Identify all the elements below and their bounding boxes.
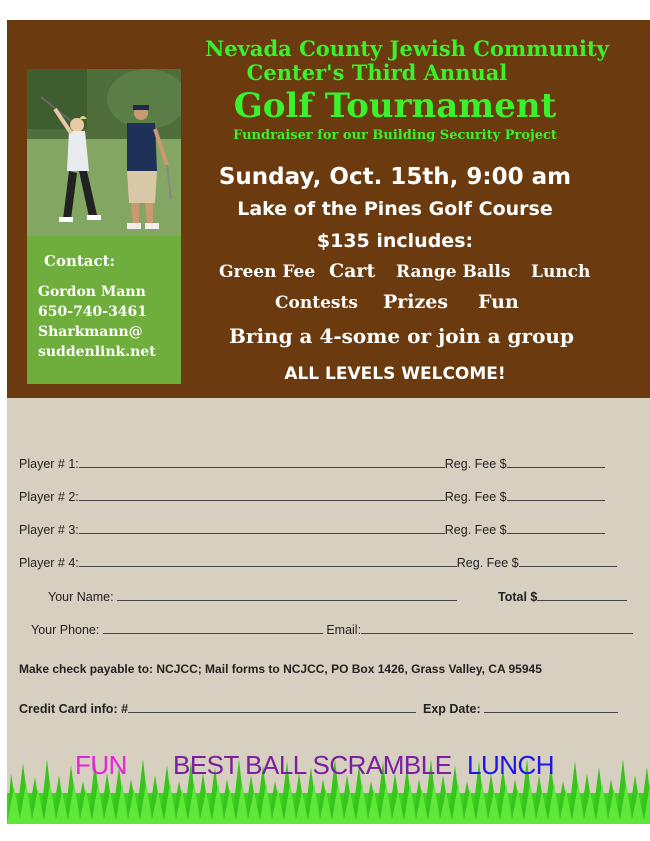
include-cart: Cart bbox=[329, 260, 376, 282]
player4-row bbox=[19, 554, 617, 570]
player3-fee-label: Reg. Fee $ bbox=[444, 523, 507, 537]
player3-fee-input[interactable] bbox=[507, 521, 605, 534]
event-date-time: Sunday, Oct. 15th, 9:00 am bbox=[218, 164, 572, 190]
player4-fee-label: Reg. Fee $ bbox=[456, 556, 519, 570]
phone-email-row bbox=[31, 621, 633, 637]
total-label: Total $ bbox=[498, 590, 538, 604]
player1-row bbox=[19, 455, 605, 471]
event-price: $135 includes: bbox=[316, 230, 474, 252]
include-fun: Fun bbox=[478, 291, 519, 313]
credit-card-label: Credit Card info: # bbox=[19, 702, 129, 716]
exp-date-input[interactable] bbox=[484, 700, 618, 713]
your-phone-label: Your Phone: bbox=[31, 623, 100, 637]
player3-label: Player # 3: bbox=[19, 523, 79, 537]
footer-fun: FUN bbox=[75, 750, 127, 780]
player2-row bbox=[19, 488, 605, 504]
contact-email-line2: suddenlink.net bbox=[38, 344, 156, 360]
all-levels-welcome: ALL LEVELS WELCOME! bbox=[284, 364, 506, 384]
email-label: Email: bbox=[326, 623, 362, 637]
player3-input[interactable] bbox=[79, 521, 445, 534]
check-payable-text: Make check payable to: NCJCC; Mail forms to NCJCC, PO Box 1426, Grass Valley, CA 95945 bbox=[19, 662, 542, 676]
exp-date-label: Exp Date: bbox=[423, 702, 481, 716]
contact-name: Gordon Mann bbox=[38, 284, 146, 300]
event-venue: Lake of the Pines Golf Course bbox=[237, 198, 553, 220]
player4-fee-input[interactable] bbox=[519, 554, 617, 567]
player1-label: Player # 1: bbox=[19, 457, 79, 471]
player3-row bbox=[19, 521, 605, 537]
player4-label: Player # 4: bbox=[19, 556, 79, 570]
golfers-image bbox=[27, 69, 181, 255]
include-contests: Contests bbox=[275, 293, 358, 313]
total-input[interactable] bbox=[537, 588, 627, 601]
player2-input[interactable] bbox=[79, 488, 445, 501]
footer-lunch: LUNCH bbox=[467, 750, 555, 780]
player2-fee-input[interactable] bbox=[507, 488, 605, 501]
include-lunch: Lunch bbox=[531, 262, 591, 282]
credit-card-row bbox=[19, 700, 618, 716]
golfers-photo bbox=[27, 69, 181, 255]
email-input[interactable] bbox=[361, 621, 633, 634]
event-title: Golf Tournament bbox=[233, 86, 557, 126]
contact-box bbox=[27, 236, 181, 384]
player1-fee-label: Reg. Fee $ bbox=[444, 457, 507, 471]
include-green-fee: Green Fee bbox=[219, 262, 316, 282]
org-line1: Nevada County Jewish Community bbox=[205, 36, 609, 61]
player2-fee-label: Reg. Fee $ bbox=[444, 490, 507, 504]
contact-phone: 650-740-3461 bbox=[38, 304, 148, 320]
player1-input[interactable] bbox=[79, 455, 445, 468]
total-row bbox=[498, 588, 627, 604]
your-phone-input[interactable] bbox=[103, 621, 323, 634]
include-range-balls: Range Balls bbox=[396, 262, 511, 282]
org-line2: Center's Third Annual bbox=[246, 60, 508, 85]
your-name-row bbox=[48, 588, 457, 604]
footer-best-ball-scramble: BEST BALL SCRAMBLE bbox=[173, 750, 452, 780]
player1-fee-input[interactable] bbox=[507, 455, 605, 468]
header-banner bbox=[7, 20, 650, 398]
group-line: Bring a 4-some or join a group bbox=[229, 324, 574, 348]
registration-form bbox=[7, 398, 650, 824]
your-name-input[interactable] bbox=[117, 588, 457, 601]
player4-input[interactable] bbox=[79, 554, 457, 567]
contact-title: Contact: bbox=[44, 252, 116, 270]
event-subtitle: Fundraiser for our Building Security Project bbox=[233, 128, 557, 143]
include-prizes: Prizes bbox=[383, 291, 449, 313]
credit-card-input[interactable] bbox=[128, 700, 416, 713]
your-name-label: Your Name: bbox=[48, 590, 114, 604]
contact-email-line1: Sharkmann@ bbox=[38, 324, 143, 340]
player2-label: Player # 2: bbox=[19, 490, 79, 504]
